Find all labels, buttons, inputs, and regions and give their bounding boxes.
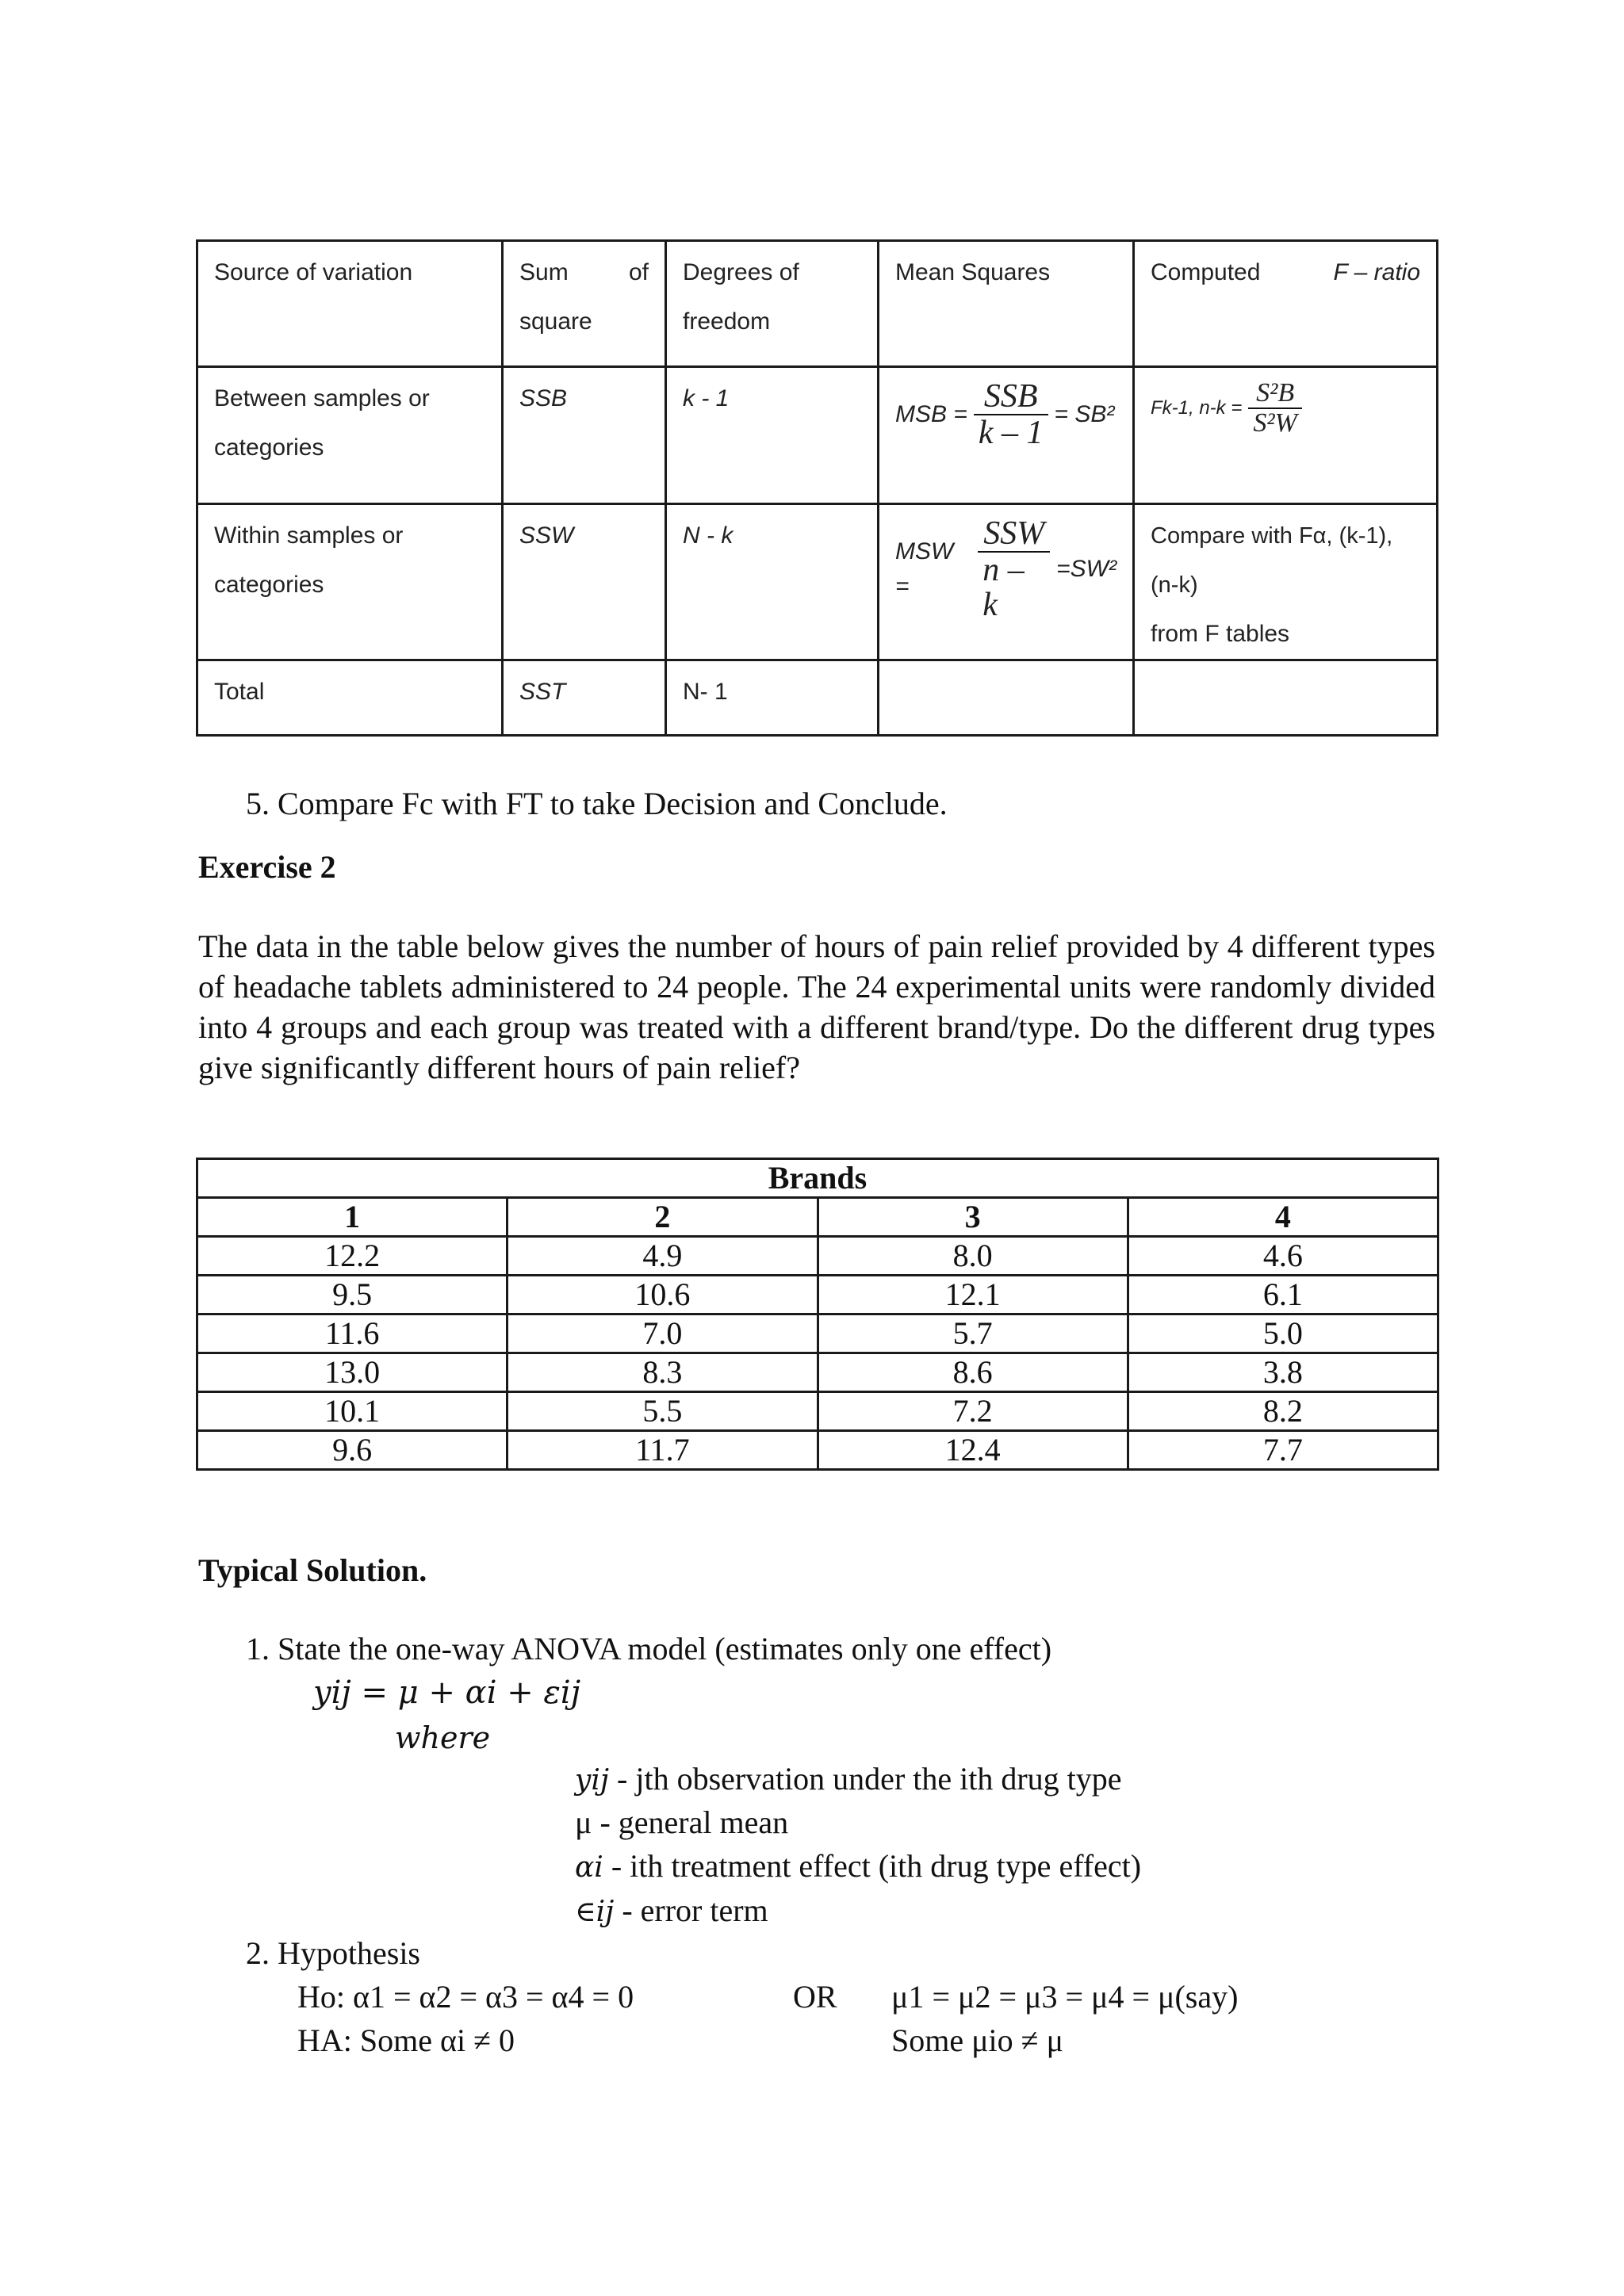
table-cell: 4.9 — [508, 1237, 818, 1276]
table-cell: 13.0 — [197, 1353, 508, 1392]
anova-total-row — [197, 660, 1438, 736]
model-equation: yij = μ + αi + εij — [313, 1674, 581, 1711]
exercise-title: Exercise 2 — [198, 849, 336, 885]
definition-error: ∈ij - error term — [575, 1892, 768, 1928]
table-cell: 12.1 — [818, 1276, 1128, 1314]
anova-within-row — [197, 504, 1438, 660]
brands-column-row — [197, 1198, 1438, 1237]
between-ms: MSB = $\frac{\text{SSB}}{k - 1}$ = SB² — [879, 367, 1134, 504]
table-cell: 7.2 — [818, 1392, 1128, 1431]
brands-table — [196, 1158, 1439, 1471]
table-row — [197, 1431, 1438, 1470]
step-1: 1. State the one-way ANOVA model (estimates only one effect) — [246, 1631, 1052, 1667]
msb-fraction: $\frac{\text{SSB}}{k - 1}$ — [974, 379, 1048, 450]
where-label: where — [395, 1720, 491, 1755]
brand-col-1: 1 — [197, 1198, 508, 1237]
table-cell: 6.1 — [1128, 1276, 1438, 1314]
alt-hypothesis-alt: Some μio ≠ μ — [891, 2022, 1064, 2058]
between-ss: SSB — [503, 367, 666, 504]
definition-mu: μ - general mean — [575, 1804, 789, 1840]
within-ss: SSW — [503, 504, 666, 660]
table-cell: 10.6 — [508, 1276, 818, 1314]
alt-hypothesis: HA: Some αi ≠ 0 — [297, 2022, 515, 2058]
table-cell: 3.8 — [1128, 1353, 1438, 1392]
brands-body — [197, 1237, 1438, 1470]
null-hypothesis: Ho: α1 = α2 = α3 = α4 = 0 — [297, 1979, 634, 2015]
brands-title-row — [197, 1159, 1438, 1198]
table-cell: 8.6 — [818, 1353, 1128, 1392]
step-5: 5. Compare Fc with FT to take Decision and Conclude. — [246, 786, 948, 821]
table-row — [197, 1237, 1438, 1276]
brand-col-3: 3 — [818, 1198, 1128, 1237]
header-degrees-of-freedom: Degrees of freedom — [666, 241, 879, 367]
table-cell: 10.1 — [197, 1392, 508, 1431]
anova-table — [196, 239, 1438, 737]
table-cell: 11.7 — [508, 1431, 818, 1470]
solution-title: Typical Solution. — [198, 1552, 427, 1588]
table-cell: 11.6 — [197, 1314, 508, 1353]
header-sum-of-squares: Sum of square — [503, 241, 666, 367]
between-f: Fk-1, n-k = $\frac{\text{S²B}}{\text{S²W}}$ — [1134, 367, 1438, 504]
definition-y: yij - jth observation under the ith drug type — [575, 1761, 1122, 1797]
anova-between-row — [197, 367, 1438, 504]
exercise-text: The data in the table below gives the number of hours of pain relief provided by 4 different types of headache tablets administered to 24 people. The 24 experimental units were randomly divided into 4 groups and each group was treated with a different brand/type. Do the different drug types give significantly different hours of pain relief? — [198, 928, 1435, 1085]
header-mean-squares: Mean Squares — [879, 241, 1134, 367]
table-cell: 4.6 — [1128, 1237, 1438, 1276]
table-cell: 12.2 — [197, 1237, 508, 1276]
header-f-ratio: Computed F – ratio — [1134, 241, 1438, 367]
table-cell: 5.0 — [1128, 1314, 1438, 1353]
step-2: 2. Hypothesis — [246, 1935, 420, 1971]
f-fraction: $\frac{\text{S²B}}{\text{S²W}}$ — [1248, 379, 1302, 438]
table-cell: 12.4 — [818, 1431, 1128, 1470]
total-source: Total — [197, 660, 503, 736]
table-cell: 9.5 — [197, 1276, 508, 1314]
total-f — [1134, 660, 1438, 736]
within-source: Within samples or categories — [197, 504, 503, 660]
table-cell: 8.0 — [818, 1237, 1128, 1276]
total-df: N- 1 — [666, 660, 879, 736]
between-df: k - 1 — [666, 367, 879, 504]
table-cell: 9.6 — [197, 1431, 508, 1470]
table-cell: 8.3 — [508, 1353, 818, 1392]
total-ss: SST — [503, 660, 666, 736]
within-ms: MSW = $\frac{\text{SSW}}{n - k}$ =SW² — [879, 504, 1134, 660]
within-df: N - k — [666, 504, 879, 660]
brand-col-4: 4 — [1128, 1198, 1438, 1237]
brands-title: Brands — [197, 1159, 1438, 1198]
table-row — [197, 1392, 1438, 1431]
table-cell: 7.0 — [508, 1314, 818, 1353]
between-source: Between samples or categories — [197, 367, 503, 504]
table-row — [197, 1314, 1438, 1353]
brand-col-2: 2 — [508, 1198, 818, 1237]
msw-fraction: $\frac{\text{SSW}}{n - k}$ — [978, 516, 1050, 622]
total-ms — [879, 660, 1134, 736]
table-cell: 7.7 — [1128, 1431, 1438, 1470]
table-row — [197, 1276, 1438, 1314]
definition-alpha: αi - ith treatment effect (ith drug type effect) — [575, 1848, 1142, 1884]
header-source: Source of variation — [197, 241, 503, 367]
or-label: OR — [793, 1979, 837, 2015]
within-f: Compare with Fα, (k-1), (n-k) from F tables — [1134, 504, 1438, 660]
table-cell: 5.7 — [818, 1314, 1128, 1353]
anova-header-row — [197, 241, 1438, 367]
table-row — [197, 1353, 1438, 1392]
null-hypothesis-alt: μ1 = μ2 = μ3 = μ4 = μ(say) — [891, 1979, 1239, 2015]
table-cell: 8.2 — [1128, 1392, 1438, 1431]
table-cell: 5.5 — [508, 1392, 818, 1431]
